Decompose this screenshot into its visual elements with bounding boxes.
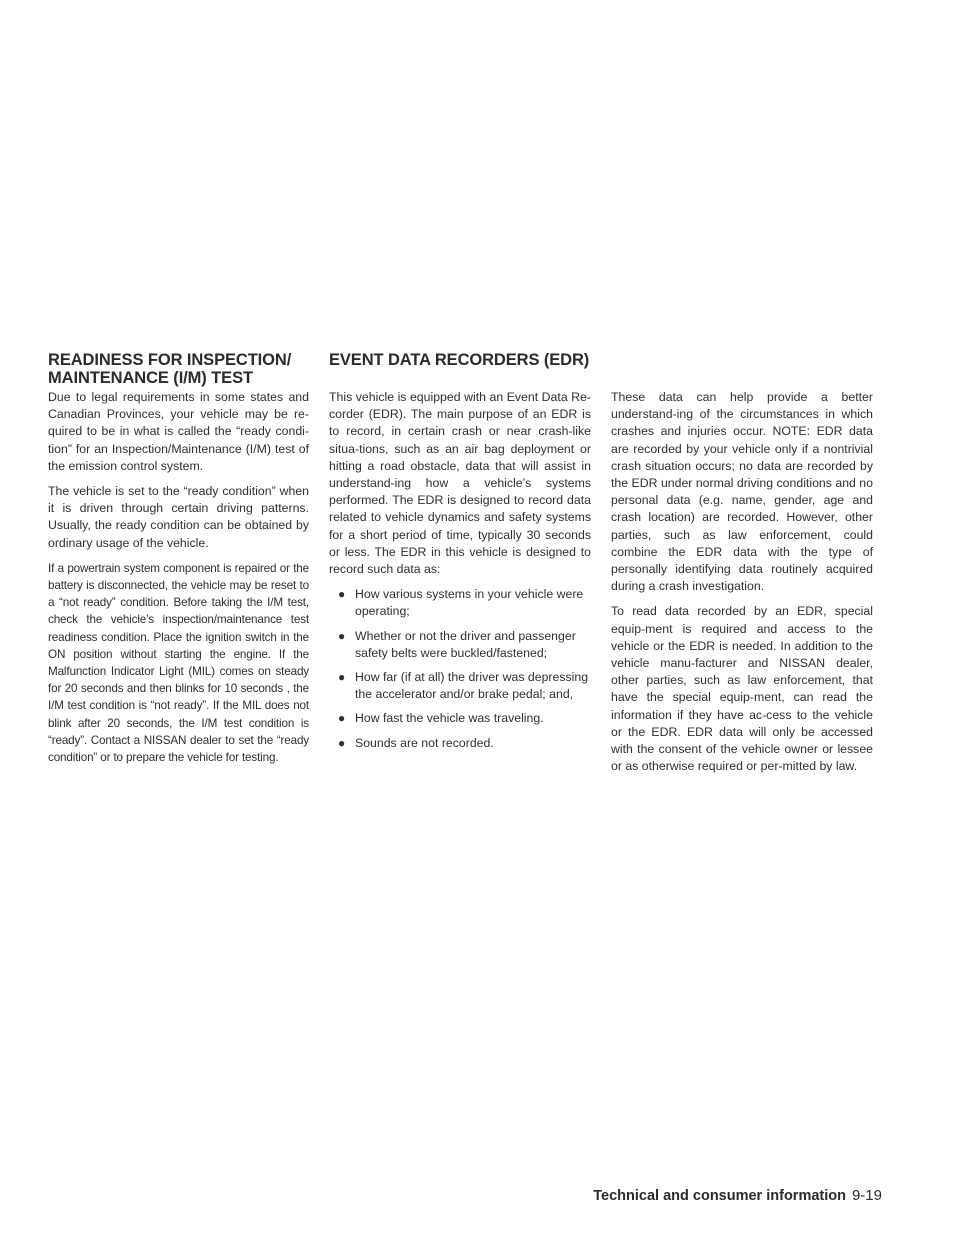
edr-column-left [329,389,591,759]
footer-section-title: Technical and consumer information [593,1188,846,1204]
list-item-text: How various systems in your vehicle were operating; [355,587,584,619]
edr-column-right [611,389,873,783]
list-item [329,586,591,620]
im-section-heading [48,351,298,387]
im-paragraph-3: If a powertrain system component is repaired or the battery is disconnected, the vehicle may be reset to a “not ready” condition. Before taking the I/M test, check the vehicle’s inspection/maintenance test readiness condition. Place the ignition switch in the ON position without starting the engine. If the Malfunction Indicator Light (MIL) comes on steady for 20 seconds and then blinks for 10 seconds , the I/M test condition is “not ready”. If the MIL does not blink after 20 seconds, the I/M test condition is “ready”. Contact a NISSAN dealer to set the “ready condition” or to prepare the vehicle for testing. [48,561,309,765]
list-item-text: How far (if at all) the driver was depressing the accelerator and/or brake pedal; and, [355,670,589,702]
bullet-icon: ● [338,735,346,750]
bullet-icon: ● [338,628,346,643]
list-item [329,669,591,703]
list-item-text: Sounds are not recorded. [355,735,494,750]
im-paragraph-1: Due to legal requirements in some states and Canadian Provinces, your vehicle may be re-quired to be in what is called the “ready condi-tion” for an Inspection/Maintenance (I/M) test of the emission control system. [48,390,309,473]
im-heading-line1: READINESS FOR INSPECTION/ [48,351,292,369]
im-column [48,389,309,774]
list-item [329,710,591,727]
im-heading-line2: MAINTENANCE (I/M) TEST [48,369,253,387]
bullet-icon: ● [338,587,346,602]
im-paragraph-2: The vehicle is set to the “ready condition” when it is driven through certain driving patterns. Usually, the ready condition can be obtained by ordinary usage of the vehicle. [48,484,309,550]
list-item-text: How fast the vehicle was traveling. [355,711,544,726]
edr-section-heading: EVENT DATA RECORDERS (EDR) [329,351,590,369]
edr-paragraph-1: These data can help provide a better understand-ing of the circumstances in which crashes and injuries occur. NOTE: EDR data are recorded by your vehicle only if a nontrivial crash situation occurs; no data are recorded by the EDR under normal driving conditions and no personal data (e.g. name, gender, age and crash location) are recorded. However, other parties, such as law enforcement, could combine the EDR data with the type of personally identifying data routinely acquired during a crash investigation. [611,390,873,594]
list-item [329,735,591,752]
edr-recorded-data-list [329,586,591,752]
page-number: 9-19 [851,1187,882,1204]
edr-intro-paragraph: This vehicle is equipped with an Event Data Re-corder (EDR). The main purpose of an EDR is to record, in certain crash or near crash-like situa-tions, such as an air bag deployment or hitting a road obstacle, data that will assist in understand-ing how a vehicle’s systems performed. The EDR is designed to record data related to vehicle dynamics and safety systems for a short period of time, typically 30 seconds or less. The EDR in this vehicle is designed to record such data as: [329,390,591,577]
list-item [329,628,591,662]
bullet-icon: ● [338,711,346,726]
bullet-icon: ● [338,670,346,685]
edr-paragraph-2: To read data recorded by an EDR, special equip-ment is required and access to the vehicle or the EDR is needed. In addition to the vehicle manu-facturer and NISSAN dealer, other parties, such as law enforcement, that have the special equip-ment, can read the information if they have ac-cess to the vehicle or the EDR. EDR data will only be accessed with the consent of the vehicle owner or lessee or as otherwise required or per-mitted by law. [611,604,873,774]
list-item-text: Whether or not the driver and passenger safety belts were buckled/fastened; [355,628,576,660]
page-footer [592,1187,882,1207]
